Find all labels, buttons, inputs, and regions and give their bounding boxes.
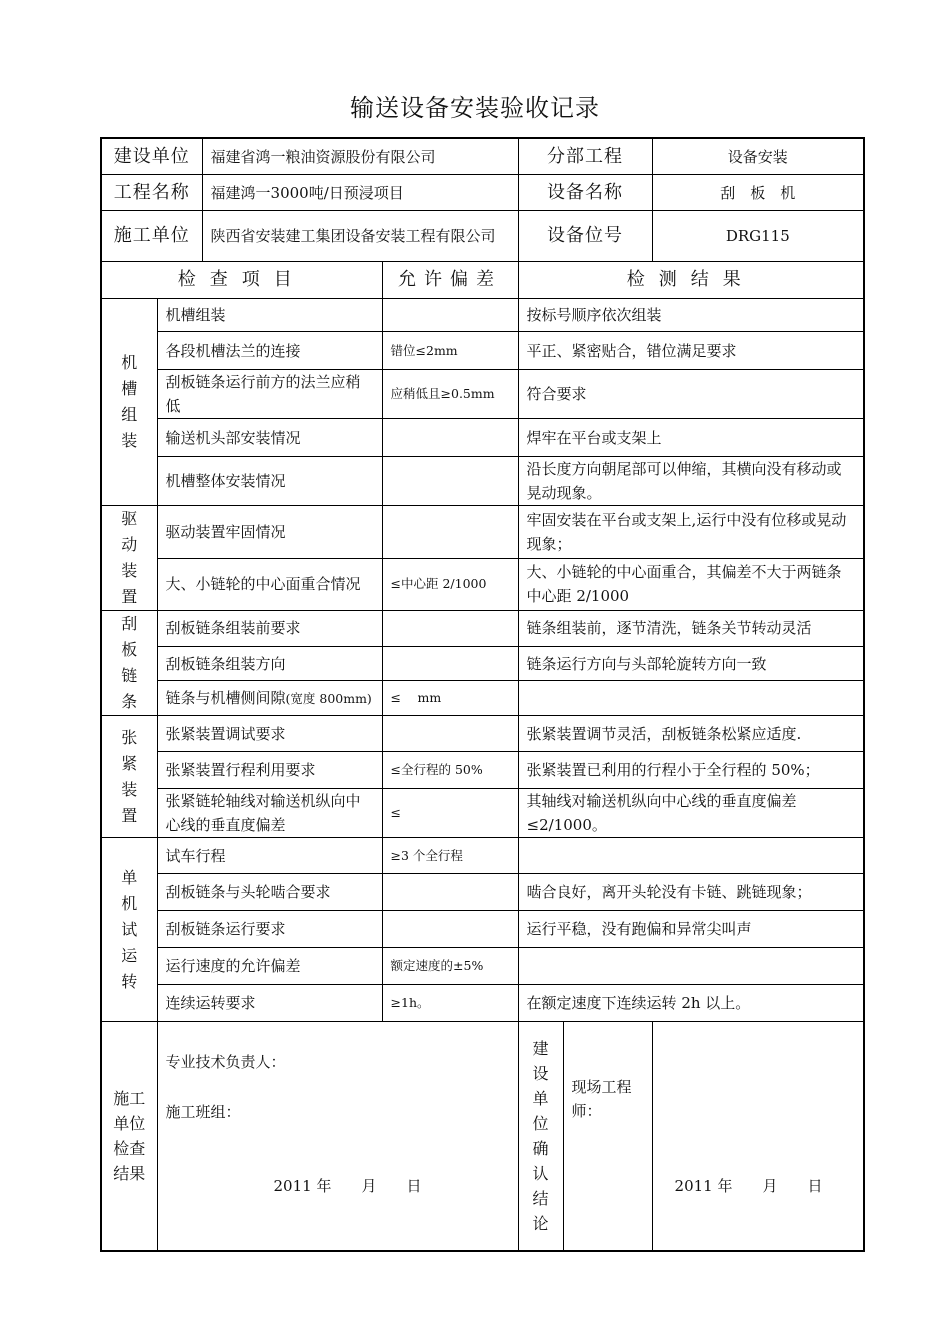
item-cell <box>157 299 382 332</box>
item-cell <box>157 681 382 716</box>
column-header-row <box>101 262 864 299</box>
inspection-table <box>100 137 865 1252</box>
tolerance-cell: ≤ mm <box>382 681 518 716</box>
item-text: 输送机头部安装情况 <box>165 428 301 447</box>
item-text: 刮板链条组装方向 <box>165 654 286 673</box>
item-cell <box>157 789 382 838</box>
team-label: 施工班组： <box>165 1103 241 1121</box>
result-cell: 链条运行方向与头部轮旋转方向一致 <box>518 646 864 681</box>
header-label: 建设单位 <box>101 138 202 175</box>
result-cell: 焊牢在平台或支架上 <box>518 419 864 457</box>
item-text: 试车行程 <box>165 846 226 865</box>
signoff-right-cell <box>518 1022 652 1252</box>
engineer-label: 现场工程师： <box>571 1078 632 1120</box>
header-label: 工程名称 <box>101 175 202 211</box>
page-title: 输送设备安装验收记录 <box>350 94 600 122</box>
group-label-char: 紧 <box>121 753 138 773</box>
signoff-right-label-text <box>533 1036 549 1236</box>
inspection-row <box>101 332 864 370</box>
item-cell <box>157 611 382 647</box>
signoff-right-label-char: 单 <box>532 1089 549 1108</box>
header-label: 施工单位 <box>101 211 202 262</box>
item-text: 驱动装置牢固情况 <box>165 522 286 541</box>
item-cell <box>157 457 382 506</box>
tolerance-cell: ≤全行程的 50% <box>382 752 518 789</box>
group-label-char: 转 <box>121 971 138 991</box>
group-label-char: 组 <box>121 405 138 424</box>
tolerance-cell <box>382 646 518 681</box>
group-label <box>101 506 157 611</box>
header-value: 福建鸿一3000吨/日预浸项目 <box>202 175 518 211</box>
result-cell: 在额定速度下连续运转 2h 以上。 <box>518 985 864 1022</box>
inspection-row <box>101 911 864 948</box>
right-date: 2011 年 月 日 <box>674 1177 823 1195</box>
result-cell: 啮合良好，离开头轮没有卡链、跳链现象； <box>518 874 864 911</box>
group-label-char: 装 <box>121 431 138 450</box>
signoff-right-label <box>519 1022 564 1250</box>
item-text: 张紧链轮轴线对输送机纵向中心线的垂直度偏差 <box>165 792 361 834</box>
signoff-left-label-line: 施工 <box>113 1089 146 1108</box>
group-label-char: 动 <box>121 535 138 554</box>
signoff-left-body <box>157 1022 518 1252</box>
inspection-row <box>101 457 864 506</box>
signoff-right-label-char: 确 <box>532 1139 549 1158</box>
signoff-left-label-line: 单位 <box>113 1114 146 1133</box>
group-label-char: 置 <box>121 587 138 606</box>
inspection-row <box>101 681 864 716</box>
signoff-right-body-a <box>564 1022 652 1250</box>
header-value: 刮 板 机 <box>652 175 864 211</box>
item-cell <box>157 948 382 985</box>
item-note: (宽度 800mm) <box>285 690 372 706</box>
group-label-char: 机 <box>121 353 138 372</box>
item-cell <box>157 985 382 1022</box>
item-cell <box>157 911 382 948</box>
tolerance-cell: ≥1h。 <box>382 985 518 1022</box>
tech-lead-label: 专业技术负责人： <box>165 1053 286 1071</box>
header-value: 陕西省安装建工集团设备安装工程有限公司 <box>202 211 518 262</box>
result-cell: 符合要求 <box>518 370 864 419</box>
header-label: 设备名称 <box>518 175 652 211</box>
group-label-char: 刮 <box>121 614 138 633</box>
signoff-left-label-line: 结果 <box>113 1164 146 1183</box>
column-header-tolerance: 允许偏差 <box>382 262 518 299</box>
group-label-char: 运 <box>121 945 138 965</box>
header-row <box>101 138 864 175</box>
column-header-result: 检测结果 <box>518 262 864 299</box>
signoff-right-label-char: 论 <box>532 1214 549 1233</box>
group-label-char: 条 <box>121 692 138 711</box>
group-label-char: 板 <box>121 640 138 659</box>
item-cell <box>157 370 382 419</box>
header-value: DRG115 <box>652 211 864 262</box>
item-text: 链条与机槽侧间隙 <box>165 688 286 707</box>
header-value: 设备安装 <box>652 138 864 175</box>
result-cell: 张紧装置调节灵活，刮板链条松紧应适度. <box>518 716 864 752</box>
result-cell: 链条组装前，逐节清洗，链条关节转动灵活 <box>518 611 864 647</box>
tolerance-cell <box>382 506 518 559</box>
signoff-right-label-char: 结 <box>532 1189 549 1208</box>
tolerance-cell: 错位≤2mm <box>382 332 518 370</box>
item-text: 机槽组装 <box>165 306 226 324</box>
signoff-right-label-char: 位 <box>532 1114 549 1133</box>
inspection-row <box>101 558 864 611</box>
group-label-char: 槽 <box>121 379 138 398</box>
item-text: 刮板链条运行要求 <box>165 920 286 938</box>
inspection-row <box>101 752 864 789</box>
result-cell: 张紧装置已利用的行程小于全行程的 50%； <box>518 752 864 789</box>
item-cell <box>157 838 382 874</box>
item-text: 刮板链条与头轮啮合要求 <box>165 883 331 901</box>
header-row <box>101 211 864 262</box>
inspection-row <box>101 789 864 838</box>
signoff-left-label <box>101 1022 157 1252</box>
group-label <box>101 716 157 838</box>
result-cell: 牢固安装在平台或支架上,运行中没有位移或晃动现象； <box>518 506 864 559</box>
item-text: 大、小链轮的中心面重合情况 <box>165 575 361 594</box>
tolerance-cell <box>382 911 518 948</box>
tolerance-cell <box>382 716 518 752</box>
group-label-char: 试 <box>121 919 138 939</box>
result-cell <box>518 948 864 985</box>
inspection-row <box>101 370 864 419</box>
item-text: 机槽整体安装情况 <box>165 472 286 490</box>
group-label <box>101 299 157 506</box>
group-label-char: 装 <box>121 779 138 799</box>
group-label-char: 单 <box>121 867 138 887</box>
column-header-item: 检查项目 <box>101 262 382 299</box>
inspection-row <box>101 838 864 874</box>
signoff-right-body-b <box>652 1022 864 1252</box>
item-cell <box>157 506 382 559</box>
group-label <box>101 838 157 1022</box>
item-cell <box>157 646 382 681</box>
header-label: 分部工程 <box>518 138 652 175</box>
tolerance-cell: ≤ <box>382 789 518 838</box>
item-cell <box>157 874 382 911</box>
result-cell: 沿长度方向朝尾部可以伸缩，其横向没有移动或晃动现象。 <box>518 457 864 506</box>
item-text: 刮板链条组装前要求 <box>165 619 301 638</box>
tolerance-cell: 额定速度的±5% <box>382 948 518 985</box>
tolerance-cell <box>382 874 518 911</box>
inspection-row <box>101 611 864 647</box>
signoff-right-label-char: 认 <box>532 1164 549 1183</box>
header-row <box>101 175 864 211</box>
tolerance-cell <box>382 299 518 332</box>
group-label-char: 机 <box>121 893 138 913</box>
item-text: 各段机槽法兰的连接 <box>165 341 301 360</box>
header-value: 福建省鸿一粮油资源股份有限公司 <box>202 138 518 175</box>
tolerance-cell: ≥3 个全行程 <box>382 838 518 874</box>
inspection-row <box>101 716 864 752</box>
signoff-left-label-text <box>102 1086 157 1186</box>
signoff-row <box>101 1022 864 1252</box>
tolerance-cell: 应稍低且≥0.5mm <box>382 370 518 419</box>
group-label-char: 张 <box>121 727 138 747</box>
inspection-row <box>101 506 864 559</box>
item-text: 张紧装置调试要求 <box>165 724 286 743</box>
item-text: 刮板链条运行前方的法兰应稍低 <box>165 373 361 415</box>
signoff-right-label-char: 建 <box>532 1039 549 1058</box>
group-label-char: 驱 <box>121 509 138 528</box>
inspection-row <box>101 874 864 911</box>
signoff-right-label-char: 设 <box>532 1064 549 1083</box>
inspection-row <box>101 299 864 332</box>
inspection-row <box>101 948 864 985</box>
item-cell <box>157 752 382 789</box>
result-cell: 其轴线对输送机纵向中心线的垂直度偏差≤2/1000。 <box>518 789 864 838</box>
result-cell: 大、小链轮的中心面重合，其偏差不大于两链条中心距 2/1000 <box>518 558 864 611</box>
inspection-row <box>101 419 864 457</box>
result-cell <box>518 838 864 874</box>
header-label: 设备位号 <box>518 211 652 262</box>
item-cell <box>157 332 382 370</box>
tolerance-cell <box>382 611 518 647</box>
tolerance-cell: ≤中心距 2/1000 <box>382 558 518 611</box>
inspection-row <box>101 646 864 681</box>
group-label-char: 置 <box>121 805 138 825</box>
result-cell: 按标号顺序依次组装 <box>518 299 864 332</box>
tolerance-cell <box>382 457 518 506</box>
result-cell <box>518 681 864 716</box>
tolerance-cell <box>382 419 518 457</box>
group-label-char: 链 <box>121 666 138 685</box>
result-cell: 平正、紧密贴合，错位满足要求 <box>518 332 864 370</box>
item-text: 运行速度的允许偏差 <box>165 957 301 975</box>
group-label <box>101 611 157 716</box>
result-cell: 运行平稳，没有跑偏和异常尖叫声 <box>518 911 864 948</box>
item-cell <box>157 419 382 457</box>
left-date: 2011 年 月 日 <box>273 1177 422 1195</box>
group-label-char: 装 <box>121 561 138 580</box>
signoff-left-label-line: 检查 <box>113 1139 146 1158</box>
inspection-row <box>101 985 864 1022</box>
item-text: 连续运转要求 <box>165 994 256 1012</box>
item-cell <box>157 716 382 752</box>
item-text: 张紧装置行程利用要求 <box>165 761 316 779</box>
item-cell <box>157 558 382 611</box>
